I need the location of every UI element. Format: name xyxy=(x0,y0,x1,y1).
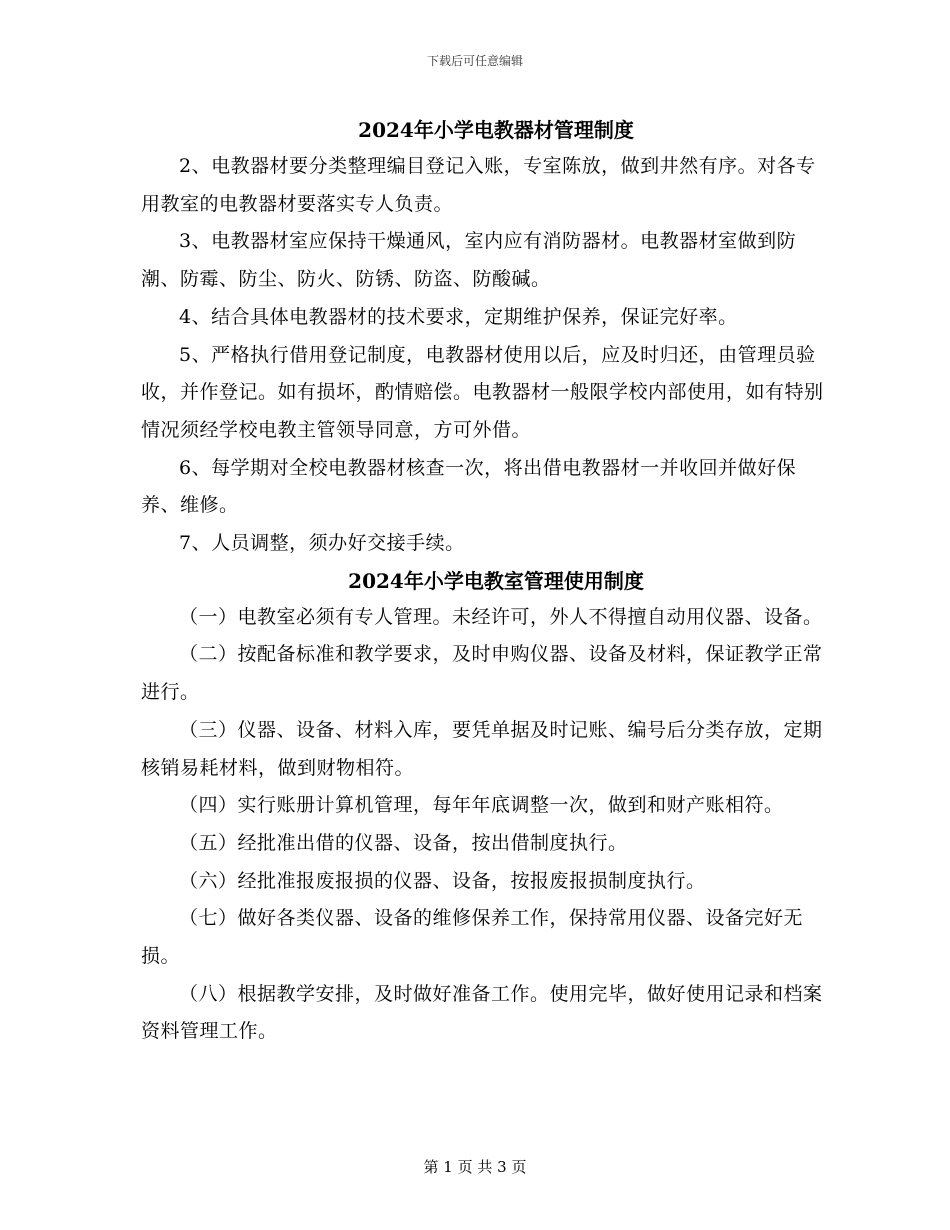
section2-paragraph: （四）实行账册计算机管理，每年年底调整一次，做到和财产账相符。 xyxy=(179,794,784,817)
section2-paragraph: （二）按配备标准和教学要求，及时申购仪器、设备及材料，保证教学正常进行。 xyxy=(141,643,823,704)
section1-paragraph: 7、人员调整，须办好交接手续。 xyxy=(179,532,465,555)
section1-title: 2024年小学电教器材管理制度 xyxy=(358,118,634,142)
page-footer-number: 第 1 页 共 3 页 xyxy=(423,1158,527,1176)
section1-paragraph: 5、严格执行借用登记制度，电教器材使用以后，应及时归还，由管理员验收，并作登记。如有损坏，酌情赔偿。电教器材一般限学校内部使用，如有特别情况须经学校电教主管领导同意，方可外借。 xyxy=(141,343,824,441)
section1-paragraph: 2、电教器材要分类整理编目登记入账，专室陈放，做到井然有序。对各专用教室的电教器材要落实专人负责。 xyxy=(141,155,816,215)
section1-paragraph: 3、电教器材室应保持干燥通风，室内应有消防器材。电教器材室做到防潮、防霉、防尘、防火、防锈、防盗、防酸碱。 xyxy=(141,230,797,291)
section2-paragraph: （五）经批准出借的仪器、设备，按出借制度执行。 xyxy=(179,831,628,854)
section2-paragraph: （三）仪器、设备、材料入库，要凭单据及时记账、编号后分类存放，定期核销易耗材料，做到财物相符。 xyxy=(141,718,823,779)
document-body xyxy=(141,112,831,1051)
section1-paragraph: 6、每学期对全校电教器材核查一次，将出借电教器材一并收回并做好保养、维修。 xyxy=(141,456,797,517)
section2-paragraph: （六）经批准报废报损的仪器、设备，按报废报损制度执行。 xyxy=(179,869,706,892)
section2-paragraph: （七）做好各类仪器、设备的维修保养工作，保持常用仪器、设备完好无损。 xyxy=(141,907,804,968)
section2-paragraph: （一）电教室必须有专人管理。未经许可，外人不得擅自动用仪器、设备。 xyxy=(179,605,823,628)
section2-title: 2024年小学电教室管理使用制度 xyxy=(348,568,644,593)
section2-paragraph: （八）根据教学安排，及时做好准备工作。使用完毕，做好使用记录和档案资料管理工作。 xyxy=(141,982,823,1043)
section1-paragraph: 4、结合具体电教器材的技术要求，定期维护保养，保证完好率。 xyxy=(179,305,738,328)
page-header-note: 下载后可任意编辑 xyxy=(426,54,523,68)
